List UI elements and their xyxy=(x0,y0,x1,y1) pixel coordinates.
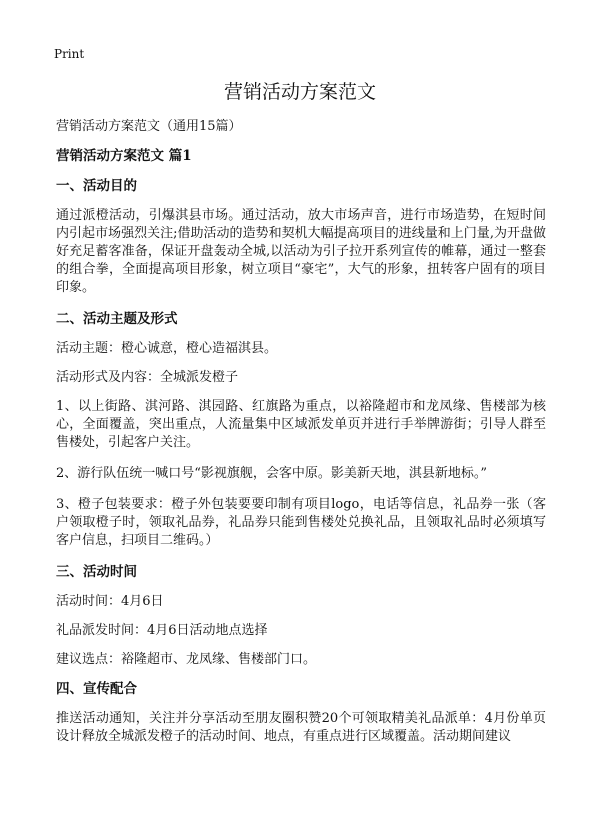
paragraph-theme: 活动主题：橙心诚意，橙心造福淇县。 xyxy=(56,341,278,356)
section-heading-promotion: 四、宣传配合 xyxy=(56,681,137,697)
paragraph-activity-time: 活动时间：4月6日 xyxy=(56,594,164,609)
section-heading-theme: 二、活动主题及形式 xyxy=(56,311,178,327)
section-heading-time: 三、活动时间 xyxy=(56,564,137,580)
print-label: Print xyxy=(54,47,85,61)
document-title: 营销活动方案范文 xyxy=(223,81,376,103)
document-body xyxy=(56,118,546,746)
paragraph-form: 活动形式及内容：全城派发橙子 xyxy=(56,370,239,385)
paragraph-purpose: 通过派橙活动，引爆淇县市场。通过活动，放大市场声音，进行市场造势，在短时间内引起市场强烈关注;借助活动的造势和契机大幅提高项目的进线量和上门量,为开盘做好充足蓄客准备，保证开盘轰动全城,以活动为引子拉开系列宣传的帷幕，通过一整套的组合拳，全面提高项目形象，树立项目“豪宅”，大气的形象，扭转客户固有的项目印象。 xyxy=(56,208,546,295)
section-heading-purpose: 一、活动目的 xyxy=(56,178,137,194)
paragraph-gift-time: 礼品派发时间：4月6日活动地点选择 xyxy=(56,623,268,638)
chapter-heading: 营销活动方案范文 篇1 xyxy=(56,148,192,164)
paragraph-item-1: 1、以上街路、淇河路、淇园路、红旗路为重点，以裕隆超市和龙凤缘、售楼部为核心，全面覆盖，突出重点，人流量集中区域派发单页并进行手举牌游街；引导人群至售楼处，引起客户关注。 xyxy=(56,399,546,450)
paragraph-locations: 建议选点：裕隆超市、龙凤缘、售楼部门口。 xyxy=(56,652,317,667)
paragraph-promotion: 推送活动通知，关注并分享活动至朋友圈积赞20个可领取精美礼品派单：4月份单页设计释放全城派发橙子的活动时间、地点，有重点进行区域覆盖。活动期间建议 xyxy=(56,711,546,744)
paragraph-item-3: 3、橙子包装要求：橙子外包装要要印制有项目logo，电话等信息，礼品券一张（客户领取橙子时，领取礼品券，礼品券只能到售楼处兑换礼品，且领取礼品时必须填写客户信息，扫项目二维码。） xyxy=(56,497,546,548)
paragraph-item-2: 2、游行队伍统一喊口号“影视旗舰，会客中原。影美新天地，淇县新地标。” xyxy=(56,466,488,481)
document-subtitle: 营销活动方案范文（通用15篇） xyxy=(56,119,242,134)
